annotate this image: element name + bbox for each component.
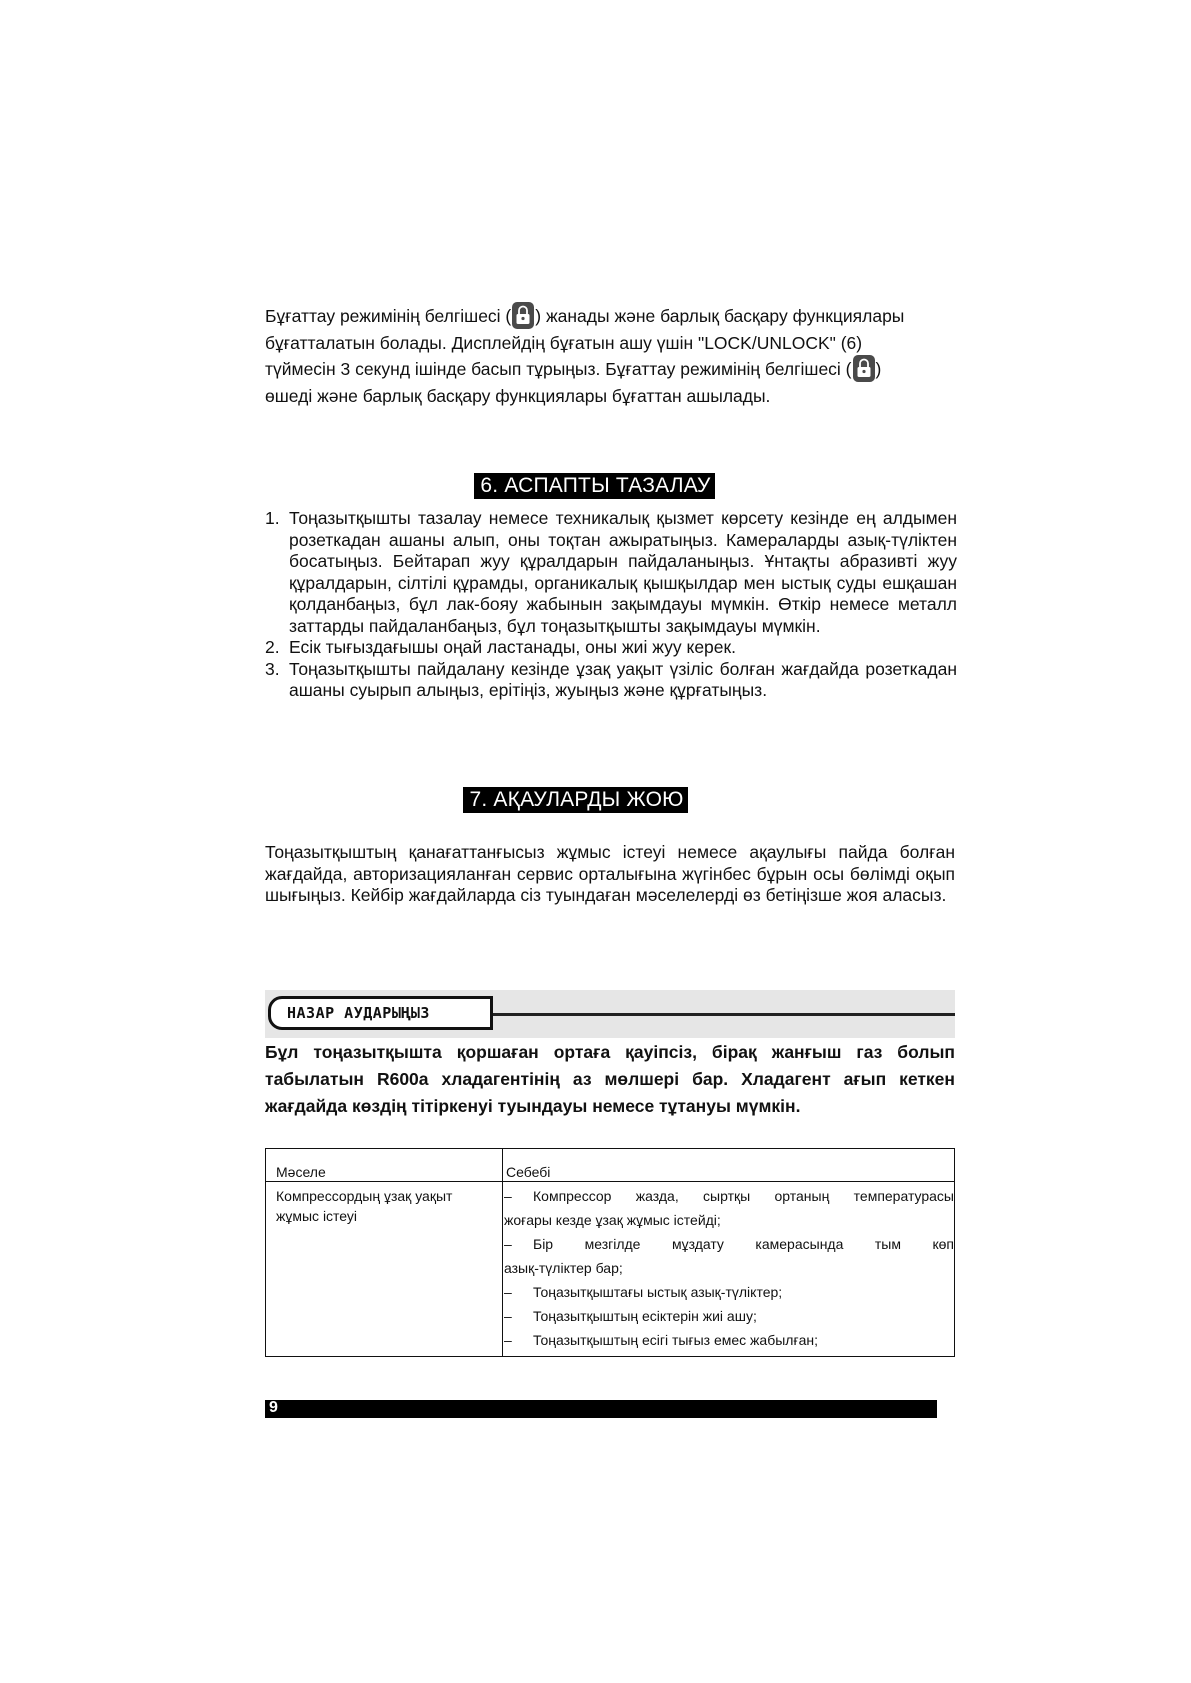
- column-header-problem: Мәселе: [266, 1149, 503, 1182]
- cause-item: – Тоңазытқыштың есіктерін жиі ашу;: [504, 1308, 757, 1324]
- page-number: 9: [269, 1399, 278, 1416]
- section-7-heading: 7. АҚАУЛАРДЫ ЖОЮ: [463, 787, 687, 813]
- lock-icon: [512, 302, 534, 329]
- cause-item: – Тоңазытқыштағы ыстық азық-түліктер;: [504, 1284, 783, 1300]
- troubleshooting-intro: Тоңазытқыштың қанағаттанғысыз жұмыс істеуі немесе ақаулығы пайда болған жағдайда, авторизацияланған сервис орталығына жүгінбес бұрын осы бөлімді оқып шығыңыз. Кейбір жағдайларда сіз туындаған мәселелерді өз бетіңізше жоя аласыз.: [265, 842, 955, 905]
- cleaning-list: [265, 508, 957, 702]
- intro-line-3: түймесін 3 секунд ішінде басып тұрыңыз. Бұғаттау режимінің белгішесі ( ): [265, 356, 975, 383]
- warning-text: Бұл тоңазытқышта қоршаған ортаға қауіпсіз, бірақ жанғыш газ болып табылатын R600a хладагентінің аз мөлшері бар. Хладагент ағып кеткен жағдайда көздің тітіркенуі туындауы немесе тұтануы мүмкін.: [265, 1042, 955, 1116]
- cause-item: – Компрессор жазда, сыртқы ортаның температурасы жоғары кезде ұзақ жұмыс істейді;: [504, 1188, 954, 1228]
- list-item: 1. Тоңазытқышты тазалау немесе техникалық қызмет көрсету кезінде ең алдымен розеткадан ашаны алып, оны тоқтан ажыратыңыз. Камераларды азық-түліктен босатыңыз. Бейтарап жуу құралдарын пайдаланыңыз. Ұнтақты абразивті жуу құралдарын, сілтілі құрамды, органикалық қышқылдар мен ыстық суды ешқашан қолданбаңыз, бұл лак-бояу жабынын зақымдауы мүмкін. Өткір немесе металл заттарды пайдаланбаңыз, бұл тоңазытқышты зақымдауы мүмкін.: [265, 508, 957, 636]
- footer-bar: [265, 1400, 937, 1418]
- section-6-heading-wrap: [0, 473, 1190, 499]
- cause-item: – Бір мезгілде мұздату камерасында тым көп азық-түліктер бар;: [504, 1236, 954, 1276]
- intro-paragraph: [265, 303, 975, 409]
- problem-cell: Компрессордың ұзақ уақыт жұмыс істеуі: [266, 1182, 503, 1357]
- warning-rule: [490, 1013, 955, 1016]
- table-row: [266, 1182, 955, 1357]
- list-item: 2. Есік тығыздағышы оңай ластанады, оны жиі жуу керек.: [265, 637, 737, 657]
- list-item: 3. Тоңазытқышты пайдалану кезінде ұзақ уақыт үзіліс болған жағдайда розеткадан ашаны суырып алыңыз, ерітіңіз, жуыңыз және құрғатыңыз.: [265, 658, 957, 700]
- intro-line-4: өшеді және барлық басқару функциялары бұғаттан ашылады.: [265, 385, 771, 406]
- cause-item: – Тоңазытқыштың есігі тығыз емес жабылған;: [504, 1332, 818, 1348]
- warning-label: НАЗАР АУДАРЫҢЫЗ: [268, 996, 493, 1030]
- section-6-heading: 6. АСПАПТЫ ТАЗАЛАУ: [474, 473, 714, 499]
- lock-icon: [853, 355, 875, 382]
- cause-cell: [503, 1182, 955, 1357]
- section-7-heading-wrap: [0, 787, 1171, 813]
- table-header-row: [266, 1149, 955, 1182]
- intro-line-2: бұғатталатын болады. Дисплейдің бұғатын ашу үшін "LOCK/UNLOCK" (6): [265, 332, 863, 353]
- column-header-cause: Себебі: [503, 1149, 955, 1182]
- intro-line-1: Бұғаттау режимінің белгішесі ( ) жанады және барлық басқару функциялары: [265, 303, 975, 330]
- troubleshooting-table: [265, 1148, 955, 1357]
